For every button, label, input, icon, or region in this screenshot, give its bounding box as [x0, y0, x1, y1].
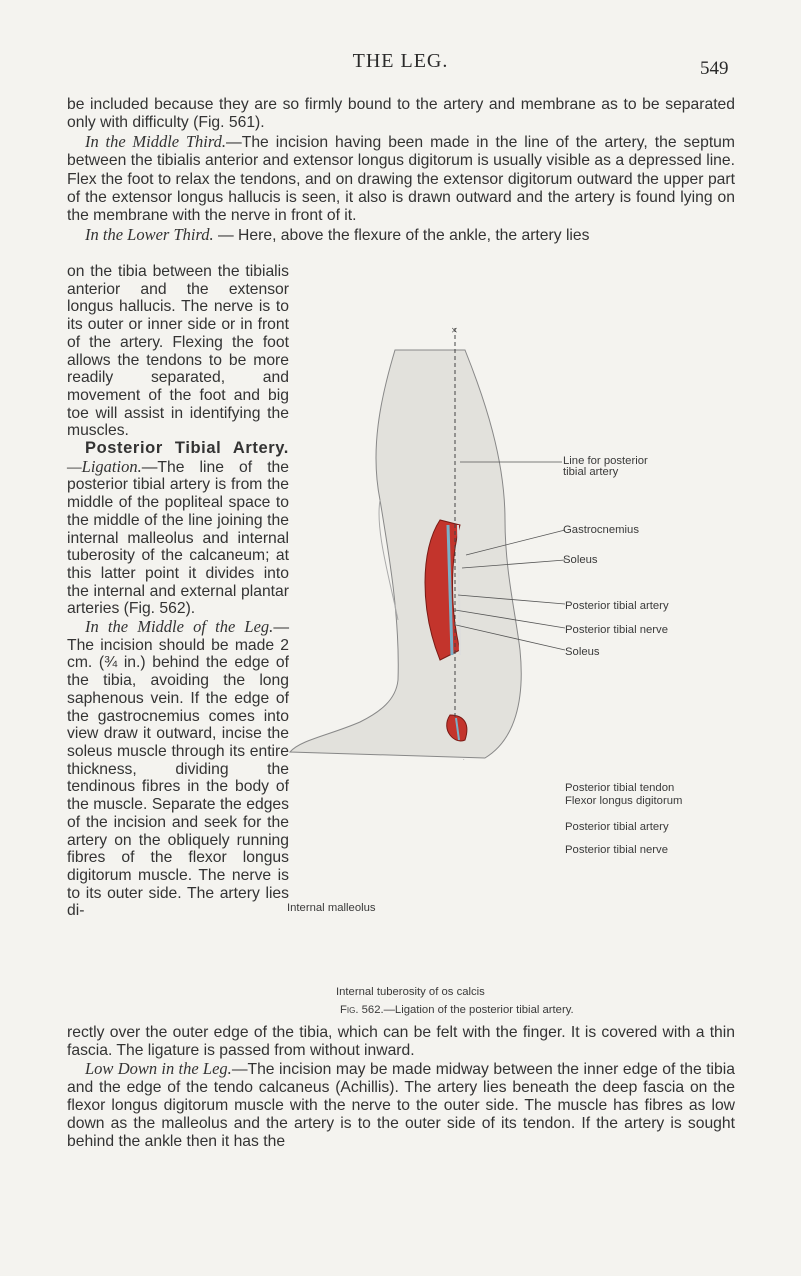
paragraph-middle-of-leg: In the Middle of the Leg.—The incision should be made 2 cm. (¾ in.) behind the edge of the tibia, avoiding the long saphenous vein. If the edge of the gastrocnemius comes into view draw it outward, incise the soleus muscle through its entire thickness, dividing the tendinous fibres in the body of the muscle. Separate the edges of the incision and seek for the artery on the obliquely running fibres of the flexor longus digitorum muscle. The nerve is to its outer side. The artery lies di- [67, 617, 289, 920]
running-header: THE LEG. [352, 50, 449, 72]
label-pt-nerve-2: Posterior tibial nerve [565, 844, 668, 856]
label-pt-artery-2: Posterior tibial artery [565, 821, 669, 833]
svg-text:×: × [451, 323, 458, 337]
paragraph-low-down: Low Down in the Leg.—The incision may be made midway between the inner edge of the tibia and the edge of the tendo calcaneus (Achillis). The artery lies beneath the deep fascia on the flexor longus digitorum muscle with the nerve to the outer side. The muscle has fibres as low down as the malleolus and the artery is to the outer side of its tendon. If the artery is sought behind the ankle then it has the [67, 1059, 735, 1150]
paragraph-6: rectly over the outer edge of the tibia, which can be felt with the finger. It is covered with a thin fascia. The ligature is passed from without inward. [67, 1024, 735, 1059]
section-posterior-tibial: Posterior Tibial Artery.—Ligation.—The line of the posterior tibial artery is from the middle of the popliteal space to the middle of the line joining the internal malleolus and internal tuberosity of the calcaneum; at this latter point it divides into the internal and external plantar arteries (Fig. 562). [67, 439, 289, 618]
subheading-lower-third: In the Lower Third. [85, 224, 214, 244]
bottom-text [67, 1024, 735, 1151]
paragraph-1: be included because they are so firmly bound to the artery and membrane as to be separated only with difficulty (Fig. 561). [67, 96, 735, 132]
label-soleus-1: Soleus [563, 554, 598, 566]
label-internal-tuberosity: Internal tuberosity of os calcis [336, 986, 485, 998]
label-line-for-posterior: Line for posterior [563, 455, 648, 467]
label-internal-malleolus: Internal malleolus [287, 902, 376, 914]
subheading-middle-third: In the Middle Third. [85, 131, 227, 151]
section-heading: Posterior Tibial Artery. [85, 439, 289, 458]
figure-562 [280, 320, 750, 998]
subheading-low-down: Low Down in the Leg. [85, 1059, 232, 1078]
label-tibial-artery: tibial artery [563, 466, 619, 478]
label-pt-tendon: Posterior tibial tendon [565, 782, 675, 794]
label-soleus-2: Soleus [565, 646, 600, 658]
label-gastrocnemius: Gastrocnemius [563, 524, 639, 536]
figure-caption: Fig. 562.—Ligation of the posterior tibial artery. [340, 1004, 574, 1016]
label-flexor: Flexor longus digitorum [565, 795, 683, 807]
subheading-ligation: —Ligation. [67, 456, 142, 476]
subheading-middle-of-leg: In the Middle of the Leg. [85, 617, 274, 637]
paragraph-lower-third-cont: on the tibia between the tibialis anterior and the extensor longus hallucis. The nerve is to its outer or inner side or in front of the artery. Flexing the foot allows the tendons to be more readily separated, and movement of the foot and big toe will assist in identifying the muscles. [67, 263, 289, 440]
paragraph-lower-third: In the Lower Third. — Here, above the flexure of the ankle, the artery lies [85, 224, 590, 244]
left-column [67, 263, 289, 920]
label-pt-artery-1: Posterior tibial artery [565, 600, 669, 612]
paragraph-middle-third: In the Middle Third.—The incision having been made in the line of the artery, the septum between the tibialis anterior and extensor longus digitorum is usually visible as a depressed line. Flex the foot to relax the tendons, and on drawing the extensor digitorum outward the upper part of the extensor longus hallucis is seen, it also is drawn outward and the artery is found lying on the membrane with the nerve in front of it. [67, 131, 735, 225]
paragraph-continuation [67, 96, 735, 245]
page-number: 549 [700, 58, 729, 79]
leg-illustration [280, 320, 750, 760]
label-pt-nerve-1: Posterior tibial nerve [565, 624, 668, 636]
